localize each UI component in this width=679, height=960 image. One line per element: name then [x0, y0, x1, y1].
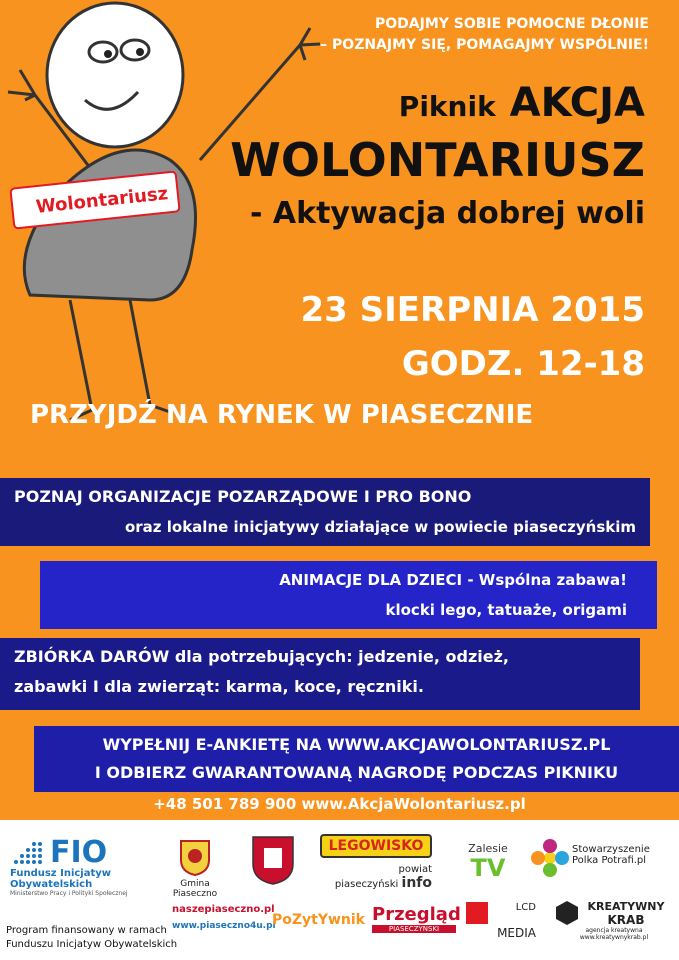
band-3-line-1: ZBIÓRKA DARÓW dla potrzebujących: jedzenie, odzież, [14, 647, 509, 666]
krab-label-3: agencja kreatywna [585, 927, 643, 934]
band-1-line-2: oraz lokalne inicjatywy działające w powiecie piaseczyńskim [124, 518, 636, 536]
stow-label-1: Stowarzyszenie [572, 844, 650, 855]
title-subtitle: - Aktywacja dobrej woli [250, 196, 645, 231]
przeglad-sub: PIASECZYŃSKI [372, 925, 456, 933]
powiat-label-1: powiat [398, 864, 432, 875]
gmina-crest-icon [178, 838, 212, 876]
gmina-logo [160, 838, 230, 899]
kreatywny-krab-logo [555, 900, 673, 941]
flower-icon [530, 838, 570, 878]
info-label: info [401, 875, 432, 891]
band-3-line-2: zabawki I dla zwierząt: karma, koce, ręczniki. [14, 677, 424, 696]
tv-label: TV [470, 854, 506, 882]
band-1-line-1: POZNAJ ORGANIZACJE POZARZĄDOWE I PRO BONO [14, 487, 472, 506]
przeglad-logo [372, 904, 461, 933]
sponsors-strip [0, 820, 679, 960]
powiat-crest-icon [250, 834, 296, 886]
program-line-2: Funduszu Inicjatyw Obywatelskich [6, 939, 178, 950]
lcd-square-icon [466, 902, 490, 926]
fio-logo [10, 835, 150, 897]
slogan-line-2: – POZNAJMY SIĘ, POMAGAJMY WSPÓLNIE! [320, 37, 649, 53]
title-prefix: Piknik [398, 90, 496, 123]
krab-hex-icon [555, 900, 579, 926]
powiat-label-2: piaseczyński [334, 879, 399, 890]
naszepiaseczno-logo [172, 904, 276, 931]
pozytywnik-label: PoZytYwnik [272, 912, 365, 928]
krab-url: www.kreatywnykrab.pl [579, 934, 649, 941]
event-time: GODZ. 12-18 [401, 344, 645, 384]
program-line-1: Program finansowany w ramach [6, 925, 167, 936]
title-line-1 [399, 80, 645, 126]
title-word-1: AKCJA [509, 80, 645, 126]
band-2-line-1: ANIMACJE DLA DZIECI - Wspólna zabawa! [279, 571, 627, 589]
program-caption [6, 924, 177, 952]
event-date: 23 SIERPNIA 2015 [300, 290, 645, 330]
contact-line: +48 501 789 900 www.AkcjaWolontariusz.pl [153, 795, 526, 813]
piaseczno4u-label: www.piaseczno4u.pl [172, 921, 276, 931]
fio-dots-icon [10, 838, 46, 868]
band-4-line-1: WYPEŁNIJ E-ANKIETĘ NA WWW.AKCJAWOLONTARIUSZ.PL [102, 735, 611, 754]
media-label: MEDIA [497, 926, 536, 940]
naszepiaseczno-label: naszepiaseczno.pl [172, 904, 275, 915]
krab-label-1: KREATYWNY [587, 900, 665, 913]
stow-label-2: Polka Potrafi.pl [572, 855, 647, 866]
przeglad-label: Przegląd [372, 904, 461, 925]
fio-name-2: Obywatelskich [10, 879, 93, 890]
slogan [320, 14, 649, 56]
gmina-label: Gmina Piaseczno [172, 879, 218, 899]
lcd-media-logo [466, 902, 536, 940]
legowisko-logo [320, 834, 432, 891]
lcd-label: LCD [515, 902, 536, 913]
fio-name-1: Fundusz Inicjatyw [10, 868, 112, 879]
pozytywnik-logo [272, 912, 365, 928]
fio-big: FIO [50, 835, 108, 870]
slogan-line-1: PODAJMY SOBIE POMOCNE DŁONIE [375, 16, 649, 32]
event-place: PRZYJDŹ NA RYNEK W PIASECZNIE [30, 400, 534, 430]
band-survey [34, 726, 679, 792]
zalesie-tv-logo [458, 842, 518, 881]
krab-label-2: KRAB [607, 913, 645, 927]
title-word-2: WOLONTARIUSZ [230, 133, 645, 187]
band-4-line-2: I ODBIERZ GWARANTOWANĄ NAGRODĘ PODCZAS PIKNIKU [94, 763, 619, 782]
band-organizations [0, 478, 650, 546]
band-donations [0, 638, 640, 710]
band-2-line-2: klocki lego, tatuaże, origami [385, 601, 627, 619]
band-kids [40, 561, 657, 629]
legowisko-label: LEGOWISKO [320, 834, 432, 858]
stowarzyszenie-logo [572, 844, 676, 866]
fio-ministry: Ministerstwo Pracy i Polityki Społecznej [10, 890, 128, 897]
zalesie-label: Zalesie [468, 842, 508, 855]
volunteer-badge: Wolontariusz [34, 183, 170, 218]
